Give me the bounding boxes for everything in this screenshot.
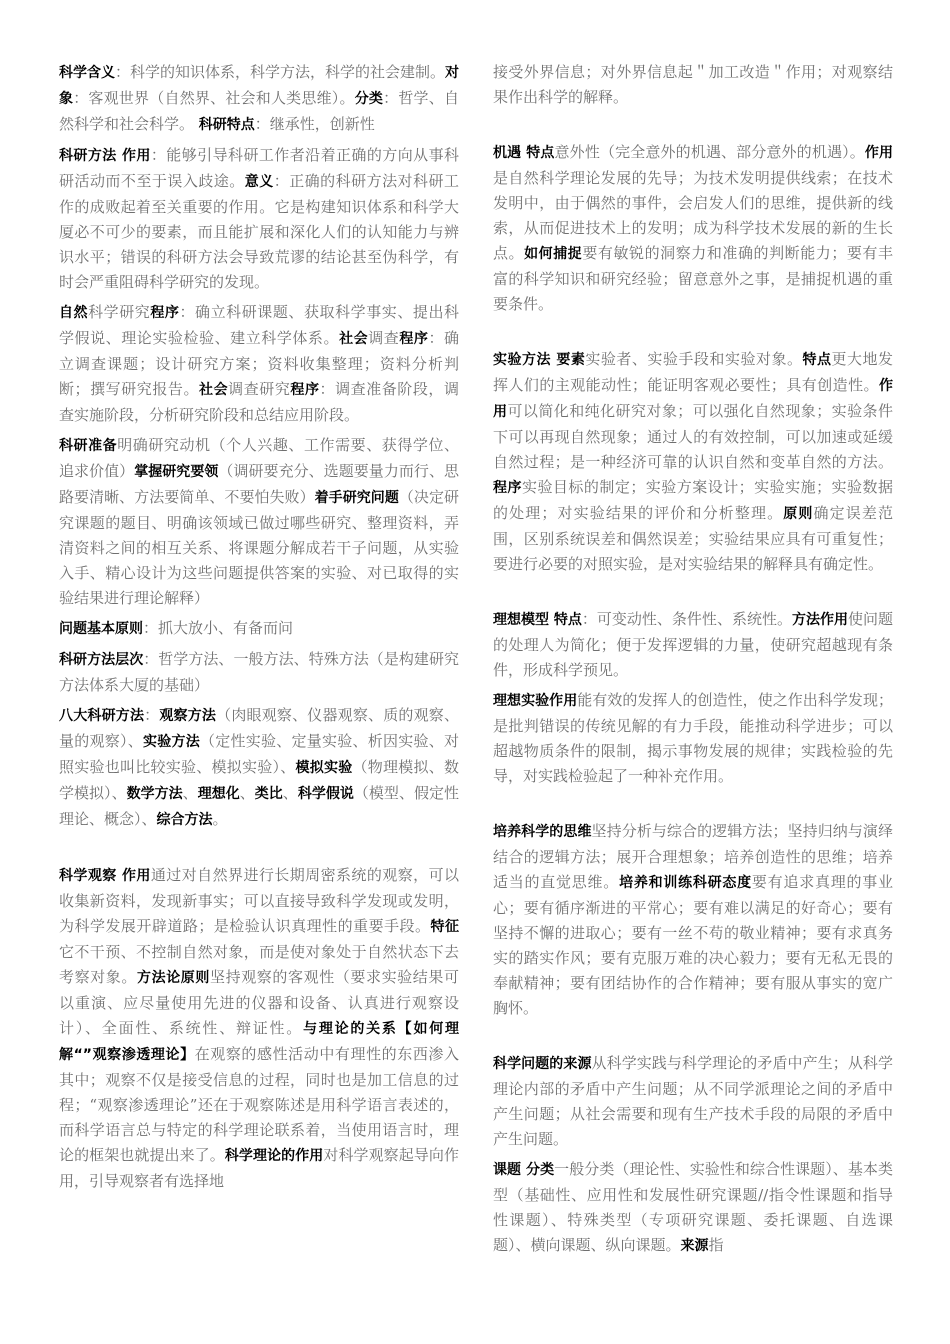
paragraph-spacer bbox=[493, 1026, 893, 1051]
term-heading: 科学假说 bbox=[297, 786, 354, 802]
paragraph-spacer bbox=[493, 322, 893, 347]
body-text: ：确立调查课题；设计研究方案；资料收集整理；资料分析判断；撰写研究报告。 bbox=[59, 329, 459, 398]
term-heading: 社会 bbox=[339, 331, 369, 347]
body-text: ：抓大放小、有备而问 bbox=[143, 619, 294, 637]
body-text: 使问题的处理人为简化；便于发挥逻辑的力量，使研究超越现有条件，形成科学预见。 bbox=[493, 610, 893, 679]
body-text: 是自然科学理论发展的先导；为技术发明提供线索；在技术发明中，由于偶然的事件，会启发人们的思维，提供新的线索，从而促进技术上的发明；成为科学技术发展的新的生长点。 bbox=[493, 169, 893, 262]
term-heading: 作用 bbox=[493, 378, 893, 420]
body-text: 、 bbox=[182, 784, 198, 802]
body-text: ：哲学方法、一般方法、特殊方法（是构建研究方法体系大厦的基础） bbox=[59, 650, 459, 694]
term-heading: 掌握研究要领 bbox=[134, 464, 219, 480]
term-heading: 综合方法 bbox=[156, 812, 213, 828]
term-heading: 程序 bbox=[399, 331, 429, 347]
paragraph-scientific-observation bbox=[59, 863, 459, 1194]
body-text: 从科学实践与科学理论的矛盾中产生；从科学理论内部的矛盾中产生问题；从不同学派理论之间的矛盾中产生问题；从社会需要和现有生产技术手段的局限的矛盾中产生问题。 bbox=[493, 1054, 893, 1148]
term-heading: 与理论的关系【如何理解“”观察渗透理论】 bbox=[59, 1021, 459, 1063]
body-text: ：哲学、自然科学和社会科学。 bbox=[59, 89, 459, 133]
term-heading: 如何捕捉 bbox=[524, 246, 583, 262]
body-text: 可以简化和纯化研究对象；可以强化自然现象；实验条件下可以再现自然现象；通过人的有效控制，可以加速或延缓自然过程；是一种经济可靠的认识自然和变革自然的方法。 bbox=[493, 402, 894, 471]
paragraph-science-meaning bbox=[59, 60, 459, 138]
body-text: （定性实验、定量实验、析因实验、对照实验也叫比较实验、模拟实验）、 bbox=[59, 732, 459, 776]
body-text: ：继承性，创新性 bbox=[254, 115, 375, 133]
term-heading: 程序 bbox=[150, 305, 180, 321]
paragraph-question-principle bbox=[59, 616, 459, 642]
term-heading: 科研准备 bbox=[59, 438, 118, 454]
body-text: ：科学的知识体系，科学方法，科学的社会建制。 bbox=[115, 63, 446, 81]
body-text: 要有敏锐的洞察力和准确的判断能力；要有丰富的科学知识和研究经验；留意意外之事，是捕捉机遇的重要条件。 bbox=[493, 244, 893, 313]
paragraph-research-methods bbox=[59, 143, 459, 295]
body-text: 确定误差范围，区别系统误差和偶然误差；实验结果应具有可重复性；要进行必要的对照实验，是对实验结果的解释具有确定性。 bbox=[493, 504, 893, 573]
term-heading: 课题 分类 bbox=[493, 1162, 555, 1178]
body-text: 能有效的发挥人的创造性，使之作出科学发现；是批判错误的传统见解的有力手段，能推动科学进步；可以超越物质条件的限制，揭示事物发展的规律；实践检验的先导，对实践检验起了一种补充作用。 bbox=[493, 691, 893, 785]
body-text: 它不干预、不控制自然对象，而是使对象处于自然状态下去考察对象。 bbox=[59, 943, 459, 986]
body-text: 科学研究 bbox=[88, 303, 151, 321]
body-text: （模型、假定性理论、概念）、 bbox=[59, 784, 459, 828]
left-column bbox=[59, 60, 459, 1199]
paragraph-experimental-method bbox=[493, 347, 893, 577]
term-heading: 特点 bbox=[802, 352, 832, 368]
paragraph-ideal-model bbox=[493, 607, 893, 683]
term-heading: 科研方法 作用 bbox=[59, 148, 151, 164]
body-text: 。 bbox=[212, 810, 228, 828]
term-heading: 科学含义 bbox=[59, 65, 115, 81]
paragraph-method-levels bbox=[59, 647, 459, 698]
body-text: 接受外界信息；对外界信息起＂加工改造＂作用；对观察结果作出科学的解释。 bbox=[493, 63, 893, 106]
body-text: （物理模拟、数学模拟）、 bbox=[59, 758, 459, 802]
term-heading: 科学问题的来源 bbox=[493, 1056, 592, 1072]
body-text: ：确立科研课题、获取科学事实、提出科学假说、理论实验检验、建立科学体系。 bbox=[59, 303, 460, 347]
body-text: 、 bbox=[282, 784, 298, 802]
body-text: 坚持分析与综合的逻辑方法；坚持归纳与演绎结合的逻辑方法；展开合理想象；培养创造性的思维；培养适当的直觉思维。 bbox=[493, 822, 893, 891]
body-text: 调查 bbox=[368, 329, 400, 347]
term-heading: 类比 bbox=[254, 786, 283, 802]
right-column bbox=[493, 60, 893, 1264]
term-heading: 实验方法 bbox=[143, 734, 200, 750]
term-heading: 着手研究问题 bbox=[314, 490, 399, 506]
body-text: ：调查准备阶段，调查实施阶段，分析研究阶段和总结应用阶段。 bbox=[59, 380, 459, 424]
body-text: ： bbox=[144, 706, 160, 724]
body-text: 调查研究 bbox=[228, 380, 291, 398]
term-heading: 科研方法层次 bbox=[59, 652, 144, 668]
term-heading: 实验方法 要素 bbox=[493, 352, 586, 368]
paragraph-eight-methods bbox=[59, 703, 459, 833]
term-heading: 对象 bbox=[59, 65, 460, 107]
paragraph-ideal-experiment bbox=[493, 688, 893, 789]
term-heading: 理想化 bbox=[197, 786, 240, 802]
paragraph-scientific-thinking bbox=[493, 819, 893, 1021]
term-heading: 八大科研方法 bbox=[59, 708, 145, 724]
body-text: 实验目标的制定；实验方案设计；实验实施；实验数据的处理；对实验结果的评价和分析整理。 bbox=[493, 478, 893, 522]
body-text: 要有追求真理的事业心；要有循序渐进的平常心；要有难以满足的好奇心；要有坚持不懈的进取心；要有一丝不苟的敬业精神；要有求真务实的踏实作风；要有克服万难的决心毅力；要有无私无畏的奉献精神；要有团结协作的合作精神；要有服从事实的宽广胸怀。 bbox=[493, 873, 893, 1017]
term-heading: 作用 bbox=[864, 145, 893, 161]
term-heading: 理想模型 特点 bbox=[493, 612, 582, 628]
term-heading: 分类 bbox=[354, 91, 384, 107]
paragraph-spacer bbox=[59, 838, 459, 863]
body-text: （调研要充分、选题要量力而行、思路要清晰、方法要简单、不要怕失败） bbox=[59, 462, 459, 506]
paragraph-research-procedure bbox=[59, 300, 459, 428]
body-text: 在观察的感性活动中有理性的东西渗入其中；观察不仅是接受信息的过程，同时也是加工信息的过程；“观察渗透理论”还在于观察陈述是用科学语言表述的，而科学语言总与特定的科学理论联系着，当使用语言时，理论的框架也就提出来了。 bbox=[59, 1045, 459, 1164]
term-heading: 培养科学的思维 bbox=[493, 824, 592, 840]
paragraph-spacer bbox=[493, 115, 893, 140]
term-heading: 观察方法 bbox=[159, 708, 217, 724]
term-heading: 科学观察 作用 bbox=[59, 868, 151, 884]
term-heading: 培养和训练科研态度 bbox=[619, 875, 752, 891]
body-text: ：正确的科研方法对科研工作的成败起着至关重要的作用。它是构建知识体系和科学大厦必不可少的要素，而且能扩展和深化人们的认知能力与辨识水平；错误的科研方法会导致荒谬的结论甚至伪科学，有时会严重阻碍科学研究的发现。 bbox=[59, 172, 459, 291]
term-heading: 原则 bbox=[783, 506, 814, 522]
term-heading: 程序 bbox=[493, 480, 522, 496]
body-text: ：客观世界（自然界、社会和人类思维）。 bbox=[73, 89, 355, 107]
term-heading: 社会 bbox=[199, 382, 229, 398]
paragraph-topic-classification bbox=[493, 1157, 893, 1259]
body-text: 明确研究动机（个人兴趣、工作需要、获得学位、追求价值） bbox=[59, 436, 459, 480]
body-text: ：可变动性、条件性、系统性。 bbox=[581, 610, 792, 628]
body-text: （肉眼观察、仪器观察、质的观察、量的观察）、 bbox=[59, 706, 459, 750]
body-text: ：能够引导科研工作者沿着正确的方向从事科研活动而不至于误入歧途。 bbox=[59, 146, 459, 190]
paragraph-serendipity bbox=[493, 140, 893, 317]
term-heading: 程序 bbox=[290, 382, 320, 398]
body-text: 意外性（完全意外的机遇、部分意外的机遇）。 bbox=[554, 143, 865, 161]
body-text: 实验者、实验手段和实验对象。 bbox=[585, 350, 803, 368]
term-heading: 机遇 特点 bbox=[493, 145, 555, 161]
body-text: 通过对自然界进行长期周密系统的观察，可以收集新资料，发现新事实；可以直接导致科学发现或发明，为科学发展开辟道路；是检验认识真理性的重要手段。 bbox=[59, 866, 459, 935]
term-heading: 来源 bbox=[680, 1238, 709, 1254]
term-heading: 数学方法 bbox=[126, 786, 183, 802]
body-text: 更大地发挥人们的主观能动性；能证明客观必要性；具有创造性。 bbox=[493, 350, 893, 394]
paragraph-problem-sources bbox=[493, 1051, 893, 1152]
term-heading: 方法论原则 bbox=[137, 970, 210, 986]
term-heading: 方法作用 bbox=[791, 612, 848, 628]
body-text: 一般分类（理论性、实验性和综合性课题）、基本类型（基础性、应用性和发展性研究课题//指令性课题和指导性课题）、特殊类型（专项研究课题、委托课题、自选课题）、横向课题、纵向课题。 bbox=[493, 1160, 893, 1254]
term-heading: 理想实验作用 bbox=[493, 693, 578, 709]
term-heading: 问题基本原则 bbox=[59, 621, 143, 637]
term-heading: 特征 bbox=[430, 919, 459, 935]
body-text: 指 bbox=[708, 1236, 724, 1254]
term-heading: 科研特点 bbox=[198, 117, 255, 133]
body-text: （决定研究课题的题目、明确该领域已做过哪些研究、整理资料，弄清资料之间的相互关系、将课题分解成若干子问题，从实验入手、精心设计为这些问题提供答案的实验、对已取得的实验结果进行理论解释） bbox=[59, 488, 459, 607]
paragraph-spacer bbox=[493, 794, 893, 819]
paragraph-spacer bbox=[493, 582, 893, 607]
term-heading: 自然 bbox=[59, 305, 89, 321]
paragraph-research-preparation bbox=[59, 433, 459, 611]
body-text: 坚持观察的客观性（要求实验结果可以重演、应尽量使用先进的仪器和设备、认真进行观察设计）、全面性、系统性、辩证性。 bbox=[59, 968, 459, 1037]
term-heading: 模拟实验 bbox=[295, 760, 353, 776]
body-text: 、 bbox=[239, 784, 255, 802]
body-text: 对科学观察起导向作用，引导观察者有选择地 bbox=[59, 1146, 459, 1190]
term-heading: 科学理论的作用 bbox=[224, 1148, 324, 1164]
paragraph-observation-continued bbox=[493, 60, 893, 110]
term-heading: 意义 bbox=[244, 174, 274, 190]
